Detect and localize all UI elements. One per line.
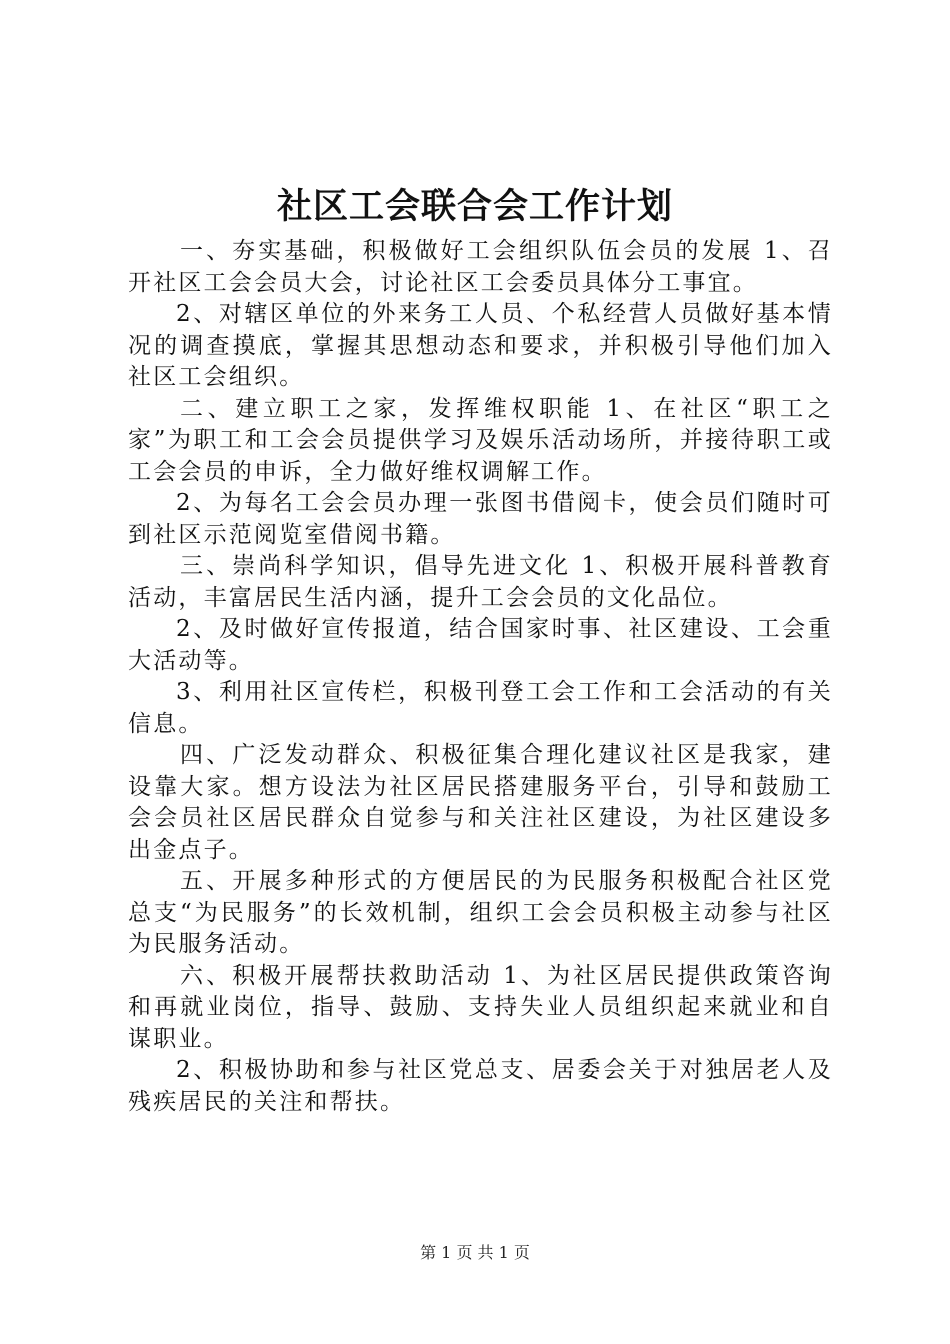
page-footer: 第 1 页 共 1 页 bbox=[420, 1243, 530, 1262]
paragraph-2: 2、对辖区单位的外来务工人员、个私经营人员做好基本情况的调查摸底，掌握其思想动态和要求，并积极引导他们加入社区工会组织。 bbox=[128, 301, 833, 390]
paragraph-5: 三、崇尚科学知识，倡导先进文化 1、积极开展科普教育活动，丰富居民生活内涵，提升工会会员的文化品位。 bbox=[128, 553, 833, 611]
paragraph-4: 2、为每名工会会员办理一张图书借阅卡，使会员们随时可到社区示范阅览室借阅书籍。 bbox=[128, 490, 833, 548]
paragraph-6: 2、及时做好宣传报道，结合国家时事、社区建设、工会重大活动等。 bbox=[128, 616, 833, 674]
paragraph-3: 二、建立职工之家，发挥维权职能 1、在社区“职工之家”为职工和工会会员提供学习及娱乐活动场所，并接待职工或工会会员的申诉，全力做好维权调解工作。 bbox=[128, 395, 833, 485]
paragraph-10: 六、积极开展帮扶救助活动 1、为社区居民提供政策咨询和再就业岗位，指导、鼓励、支持失业人员组织起来就业和自谋职业。 bbox=[128, 962, 833, 1052]
paragraph-7: 3、利用社区宣传栏，积极刊登工会工作和工会活动的有关信息。 bbox=[128, 679, 833, 737]
document-body bbox=[128, 236, 833, 1118]
paragraph-1: 一、夯实基础，积极做好工会组织队伍会员的发展 1、召开社区工会会员大会，讨论社区工会委员具体分工事宜。 bbox=[128, 238, 833, 296]
paragraph-9: 五、开展多种形式的方便居民的为民服务积极配合社区党总支“为民服务”的长效机制，组织工会会员积极主动参与社区为民服务活动。 bbox=[128, 868, 833, 957]
paragraph-11: 2、积极协助和参与社区党总支、居委会关于对独居老人及残疾居民的关注和帮扶。 bbox=[128, 1057, 833, 1115]
document-title: 社区工会联合会工作计划 bbox=[276, 186, 673, 227]
paragraph-8: 四、广泛发动群众、积极征集合理化建议社区是我家，建设靠大家。想方设法为社区居民搭建服务平台，引导和鼓励工会会员社区居民群众自觉参与和关注社区建设，为社区建设多出金点子。 bbox=[128, 742, 833, 863]
